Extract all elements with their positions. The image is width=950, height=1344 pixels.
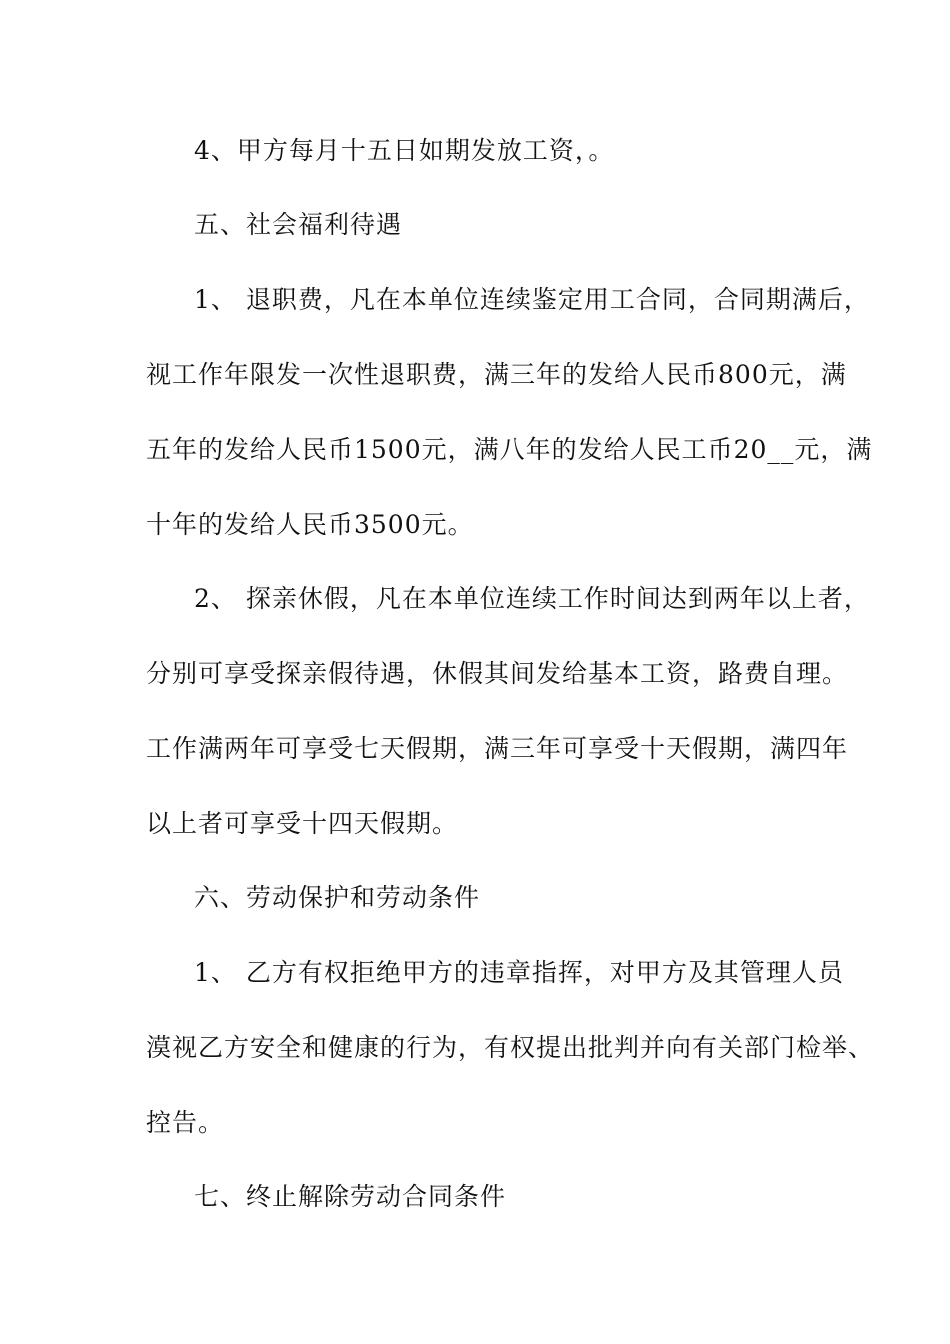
paragraph-line: 分别可享受探亲假待遇，休假其间发给基本工资，路费自理。 (146, 659, 849, 688)
paragraph-line: 4、甲方每月十五日如期发放工资，。 (194, 136, 615, 165)
section-heading: 五、社会福利待遇 (194, 210, 403, 239)
paragraph-line: 2、 探亲休假，凡在本单位连续工作时间达到两年以上者， (194, 584, 870, 613)
paragraph-line: 以上者可享受十四天假期。 (146, 809, 459, 838)
paragraph-line: 1、 退职费，凡在本单位连续鉴定用工合同，合同期满后， (194, 285, 870, 314)
paragraph-line: 视工作年限发一次性退职费，满三年的发给人民币800元，满 (146, 360, 847, 389)
paragraph-line: 工作满两年可享受七天假期，满三年可享受十天假期，满四年 (146, 734, 849, 763)
section-heading: 七、终止解除劳动合同条件 (194, 1182, 507, 1211)
paragraph-line: 控告。 (146, 1108, 225, 1137)
paragraph-line: 1、 乙方有权拒绝甲方的违章指挥，对甲方及其管理人员 (194, 958, 844, 987)
section-heading: 六、劳动保护和劳动条件 (194, 883, 481, 912)
paragraph-line: 十年的发给人民币3500元。 (146, 510, 474, 539)
paragraph-line: 漠视乙方安全和健康的行为，有权提出批判并向有关部门检举、 (146, 1033, 875, 1062)
paragraph-line: 五年的发给人民币1500元，满八年的发给人民工币20__元，满 (146, 435, 873, 464)
